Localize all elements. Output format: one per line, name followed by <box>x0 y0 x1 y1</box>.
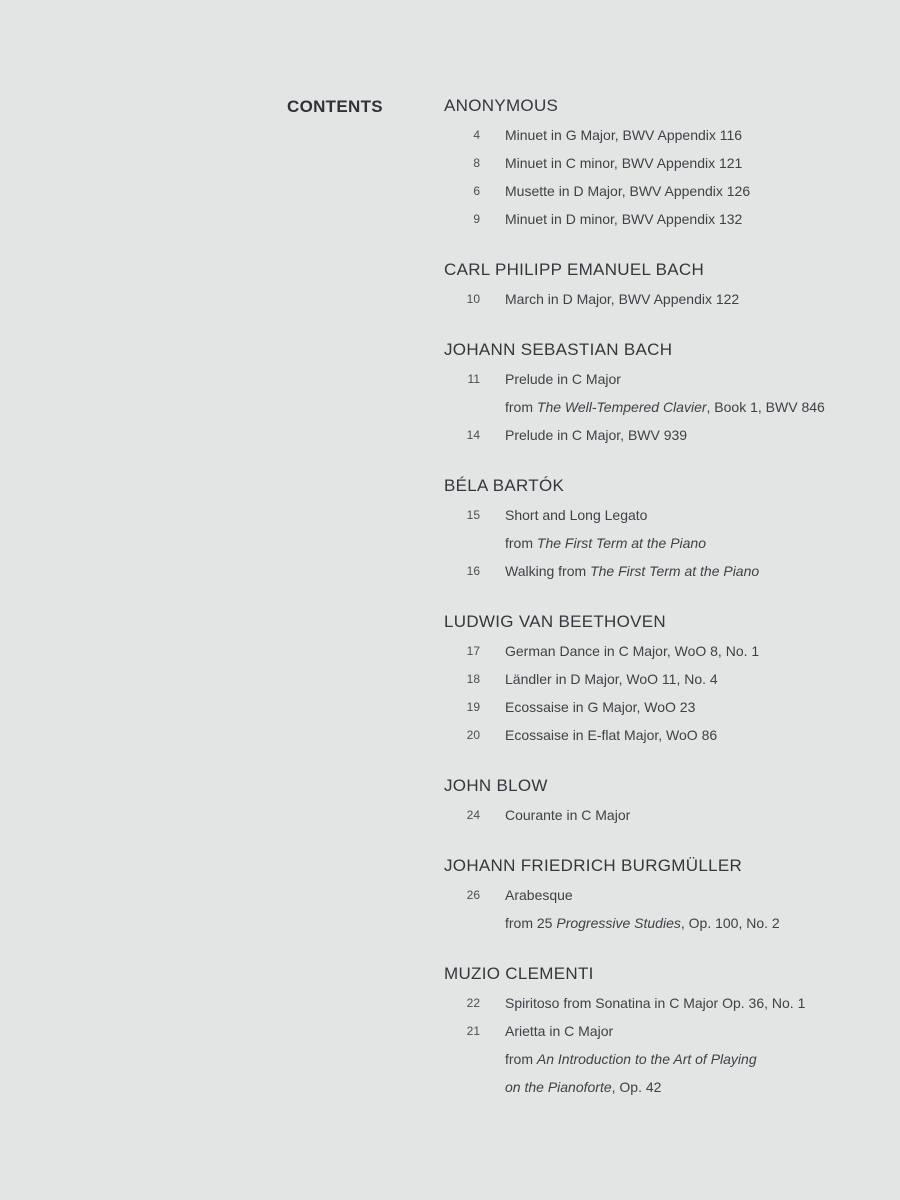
page-number <box>444 909 480 937</box>
toc-section <box>444 94 884 233</box>
entry-title: Spiritoso from Sonatina in C Major Op. 36, No. 1 <box>505 995 806 1011</box>
toc-entry <box>444 557 884 585</box>
toc-section <box>444 474 884 585</box>
page-number: 22 <box>466 996 480 1010</box>
entry-title <box>505 393 825 421</box>
title-text: Walking from <box>505 563 591 579</box>
toc-section <box>444 610 884 749</box>
page-number: 4 <box>473 128 480 142</box>
toc-section <box>444 338 884 449</box>
composer-name: CARL PHILIPP EMANUEL BACH <box>444 260 705 279</box>
title-text: , Op. 100, No. 2 <box>680 915 780 931</box>
work-title-italic: Progressive Studies <box>556 915 681 931</box>
work-title-italic: An Introduction to the Art of Playing <box>536 1051 757 1067</box>
page-number: 6 <box>473 184 480 198</box>
entry-title <box>505 557 759 585</box>
page-number: 8 <box>473 156 480 170</box>
title-text: from <box>505 535 537 551</box>
page-number: 15 <box>466 508 480 522</box>
entry-title: Ecossaise in G Major, WoO 23 <box>505 699 696 715</box>
work-title-italic: The Well-Tempered Clavier <box>536 399 707 415</box>
toc-entry <box>444 989 884 1017</box>
title-text: from <box>505 1051 537 1067</box>
page-number <box>444 529 480 557</box>
page-number <box>444 1045 480 1073</box>
page-number: 21 <box>466 1024 480 1038</box>
entry-title: Arabesque <box>505 887 573 903</box>
page-number: 11 <box>467 372 480 386</box>
title-text: , Book 1, BWV 846 <box>706 399 825 415</box>
entry-title: Musette in D Major, BWV Appendix 126 <box>505 183 751 199</box>
page-number <box>444 1073 480 1101</box>
entry-title: Courante in C Major <box>505 807 631 823</box>
page-number <box>444 393 480 421</box>
toc-entry <box>444 177 884 205</box>
composer-name: ANONYMOUS <box>444 96 559 115</box>
entry-title: German Dance in C Major, WoO 8, No. 1 <box>505 643 760 659</box>
toc-entry <box>444 665 884 693</box>
composer-name: LUDWIG VAN BEETHOVEN <box>444 612 666 631</box>
composer-name: JOHN BLOW <box>444 776 548 795</box>
toc-entry <box>444 881 884 909</box>
composer-name: BÉLA BARTÓK <box>444 476 565 495</box>
toc-section <box>444 854 884 937</box>
toc-entry <box>444 1017 884 1045</box>
entry-title <box>505 1073 661 1101</box>
composer-name: JOHANN SEBASTIAN BACH <box>444 340 673 359</box>
toc-entry <box>444 285 884 313</box>
toc-section <box>444 774 884 829</box>
entry-title: March in D Major, BWV Appendix 122 <box>505 291 740 307</box>
toc-entry <box>444 1045 884 1073</box>
entry-title: Minuet in D minor, BWV Appendix 132 <box>505 211 743 227</box>
entry-title: Minuet in C minor, BWV Appendix 121 <box>505 155 743 171</box>
work-title-italic: on the Pianoforte <box>505 1079 612 1095</box>
entry-title <box>505 1045 757 1073</box>
toc-entry <box>444 205 884 233</box>
entry-title: Ländler in D Major, WoO 11, No. 4 <box>505 671 718 687</box>
entry-title <box>505 529 706 557</box>
toc-entry <box>444 637 884 665</box>
toc-entry <box>444 393 884 421</box>
toc-entry <box>444 501 884 529</box>
toc-section <box>444 962 884 1101</box>
entry-title: Short and Long Legato <box>505 507 648 523</box>
toc-entry <box>444 121 884 149</box>
toc-entry <box>444 909 884 937</box>
composer-name: MUZIO CLEMENTI <box>444 964 594 983</box>
page-number: 16 <box>466 564 480 578</box>
toc-entry <box>444 421 884 449</box>
toc-entry <box>444 529 884 557</box>
page-number: 9 <box>473 212 480 226</box>
entry-title: Prelude in C Major <box>505 371 621 387</box>
toc-entry <box>444 149 884 177</box>
table-of-contents <box>444 94 884 1126</box>
title-text: , Op. 42 <box>611 1079 662 1095</box>
toc-entry <box>444 693 884 721</box>
work-title-italic: The First Term at the Piano <box>536 535 706 551</box>
toc-section <box>444 258 884 313</box>
page-number: 26 <box>466 888 480 902</box>
entry-title: Arietta in C Major <box>505 1023 614 1039</box>
page-number: 19 <box>466 700 480 714</box>
entry-title: Ecossaise in E-flat Major, WoO 86 <box>505 727 718 743</box>
work-title-italic: The First Term at the Piano <box>590 563 760 579</box>
toc-entry <box>444 801 884 829</box>
page-number: 24 <box>466 808 480 822</box>
entry-title: Prelude in C Major, BWV 939 <box>505 427 688 443</box>
toc-entry <box>444 365 884 393</box>
page-number: 18 <box>466 672 480 686</box>
page-number: 10 <box>466 292 480 306</box>
entry-title <box>505 909 780 937</box>
page-heading: CONTENTS <box>287 97 383 116</box>
toc-entry <box>444 721 884 749</box>
page-number: 20 <box>466 728 480 742</box>
composer-name: JOHANN FRIEDRICH BURGMÜLLER <box>444 856 743 875</box>
page-number: 17 <box>466 644 480 658</box>
title-text: from <box>505 399 537 415</box>
toc-entry <box>444 1073 884 1101</box>
title-text: from 25 <box>505 915 557 931</box>
page-number: 14 <box>466 428 480 442</box>
entry-title: Minuet in G Major, BWV Appendix 116 <box>505 127 743 143</box>
